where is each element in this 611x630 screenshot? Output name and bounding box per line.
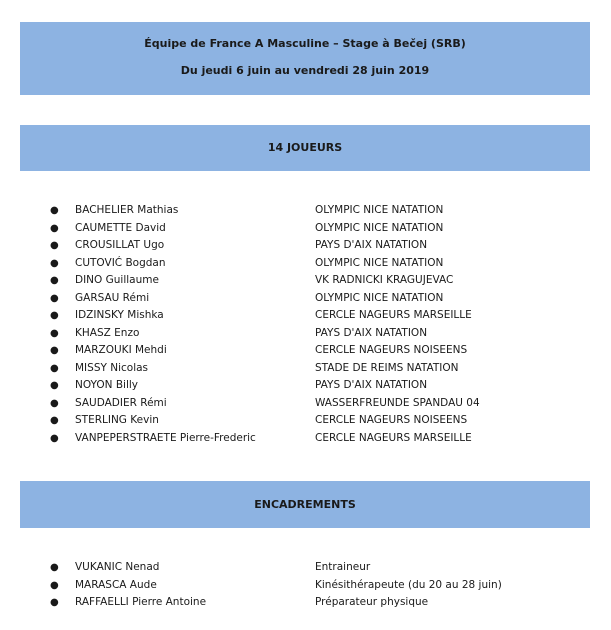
list-item bbox=[0, 325, 611, 343]
list-item bbox=[0, 290, 611, 308]
players-list bbox=[0, 202, 611, 447]
staff-list bbox=[0, 559, 611, 612]
list-item bbox=[0, 360, 611, 378]
bullet-icon: ● bbox=[50, 240, 59, 251]
document-title: Équipe de France A Masculine – Stage à Bečej (SRB) bbox=[144, 37, 466, 50]
list-item bbox=[0, 377, 611, 395]
player-name: MISSY Nicolas bbox=[75, 361, 149, 374]
list-item bbox=[0, 577, 611, 595]
list-item bbox=[0, 220, 611, 238]
player-club: CERCLE NAGEURS NOISEENS bbox=[315, 414, 468, 426]
player-club: OLYMPIC NICE NATATION bbox=[315, 291, 444, 304]
player-name: GARSAU Rémi bbox=[75, 291, 150, 304]
staff-name: RAFFAELLI Pierre Antoine bbox=[75, 596, 207, 608]
list-item bbox=[0, 594, 611, 612]
player-name: DINO Guillaume bbox=[75, 274, 159, 286]
header-banner bbox=[20, 22, 590, 95]
staff-name: VUKANIC Nenad bbox=[75, 561, 160, 573]
staff-role: Entraineur bbox=[315, 561, 371, 573]
bullet-icon: ● bbox=[50, 222, 59, 234]
player-name: BACHELIER Mathias bbox=[75, 204, 179, 216]
list-item bbox=[0, 395, 611, 413]
player-club: OLYMPIC NICE NATATION bbox=[315, 204, 444, 216]
bullet-icon: ● bbox=[50, 257, 59, 269]
player-name: IDZINSKY Mishka bbox=[75, 309, 164, 321]
player-club: PAYS D'AIX NATATION bbox=[315, 379, 428, 391]
bullet-icon: ● bbox=[50, 415, 59, 426]
player-club: VK RADNICKI KRAGUJEVAC bbox=[315, 274, 454, 286]
bullet-icon: ● bbox=[50, 327, 59, 339]
list-item bbox=[0, 255, 611, 273]
bullet-icon: ● bbox=[50, 205, 59, 216]
list-item bbox=[0, 237, 611, 255]
player-name: VANPEPERSTRAETE Pierre-Frederic bbox=[75, 431, 256, 444]
bullet-icon: ● bbox=[50, 432, 59, 444]
bullet-icon: ● bbox=[50, 292, 59, 304]
list-item bbox=[0, 342, 611, 360]
bullet-icon: ● bbox=[50, 380, 59, 391]
bullet-icon: ● bbox=[50, 275, 59, 286]
player-club: WASSERFREUNDE SPANDAU 04 bbox=[315, 396, 480, 409]
list-item bbox=[0, 412, 611, 430]
player-name: STERLING Kevin bbox=[75, 414, 159, 426]
player-name: MARZOUKI Mehdi bbox=[75, 344, 167, 356]
player-club: PAYS D'AIX NATATION bbox=[315, 239, 428, 251]
player-club: CERCLE NAGEURS NOISEENS bbox=[315, 344, 468, 356]
bullet-icon: ● bbox=[50, 397, 59, 409]
staff-name: MARASCA Aude bbox=[75, 578, 157, 591]
staff-role: Kinésithérapeute (du 20 au 28 juin) bbox=[315, 578, 502, 591]
player-club: PAYS D'AIX NATATION bbox=[315, 326, 428, 339]
player-name: SAUDADIER Rémi bbox=[75, 396, 167, 409]
player-name: NOYON Billy bbox=[75, 379, 139, 391]
bullet-icon: ● bbox=[50, 310, 59, 321]
player-club: CERCLE NAGEURS MARSEILLE bbox=[315, 431, 472, 444]
bullet-icon: ● bbox=[50, 597, 59, 608]
list-item bbox=[0, 202, 611, 220]
player-name: CAUMETTE David bbox=[75, 221, 166, 234]
staff-heading: ENCADREMENTS bbox=[20, 481, 590, 528]
document-dates: Du jeudi 6 juin au vendredi 28 juin 2019 bbox=[180, 64, 430, 77]
player-name: KHASZ Enzo bbox=[75, 326, 140, 339]
bullet-icon: ● bbox=[50, 562, 59, 573]
player-club: OLYMPIC NICE NATATION bbox=[315, 256, 444, 269]
player-club: OLYMPIC NICE NATATION bbox=[315, 221, 444, 234]
list-item bbox=[0, 272, 611, 290]
players-heading: 14 JOUEURS bbox=[20, 125, 590, 171]
player-club: CERCLE NAGEURS MARSEILLE bbox=[315, 309, 472, 321]
list-item bbox=[0, 430, 611, 448]
list-item bbox=[0, 307, 611, 325]
list-item bbox=[0, 559, 611, 577]
bullet-icon: ● bbox=[50, 345, 59, 356]
bullet-icon: ● bbox=[50, 579, 59, 591]
staff-role: Préparateur physique bbox=[315, 596, 429, 608]
player-name: CUTOVIĆ Bogdan bbox=[75, 256, 166, 269]
player-club: STADE DE REIMS NATATION bbox=[315, 361, 459, 374]
player-name: CROUSILLAT Ugo bbox=[75, 239, 165, 251]
bullet-icon: ● bbox=[50, 362, 59, 374]
